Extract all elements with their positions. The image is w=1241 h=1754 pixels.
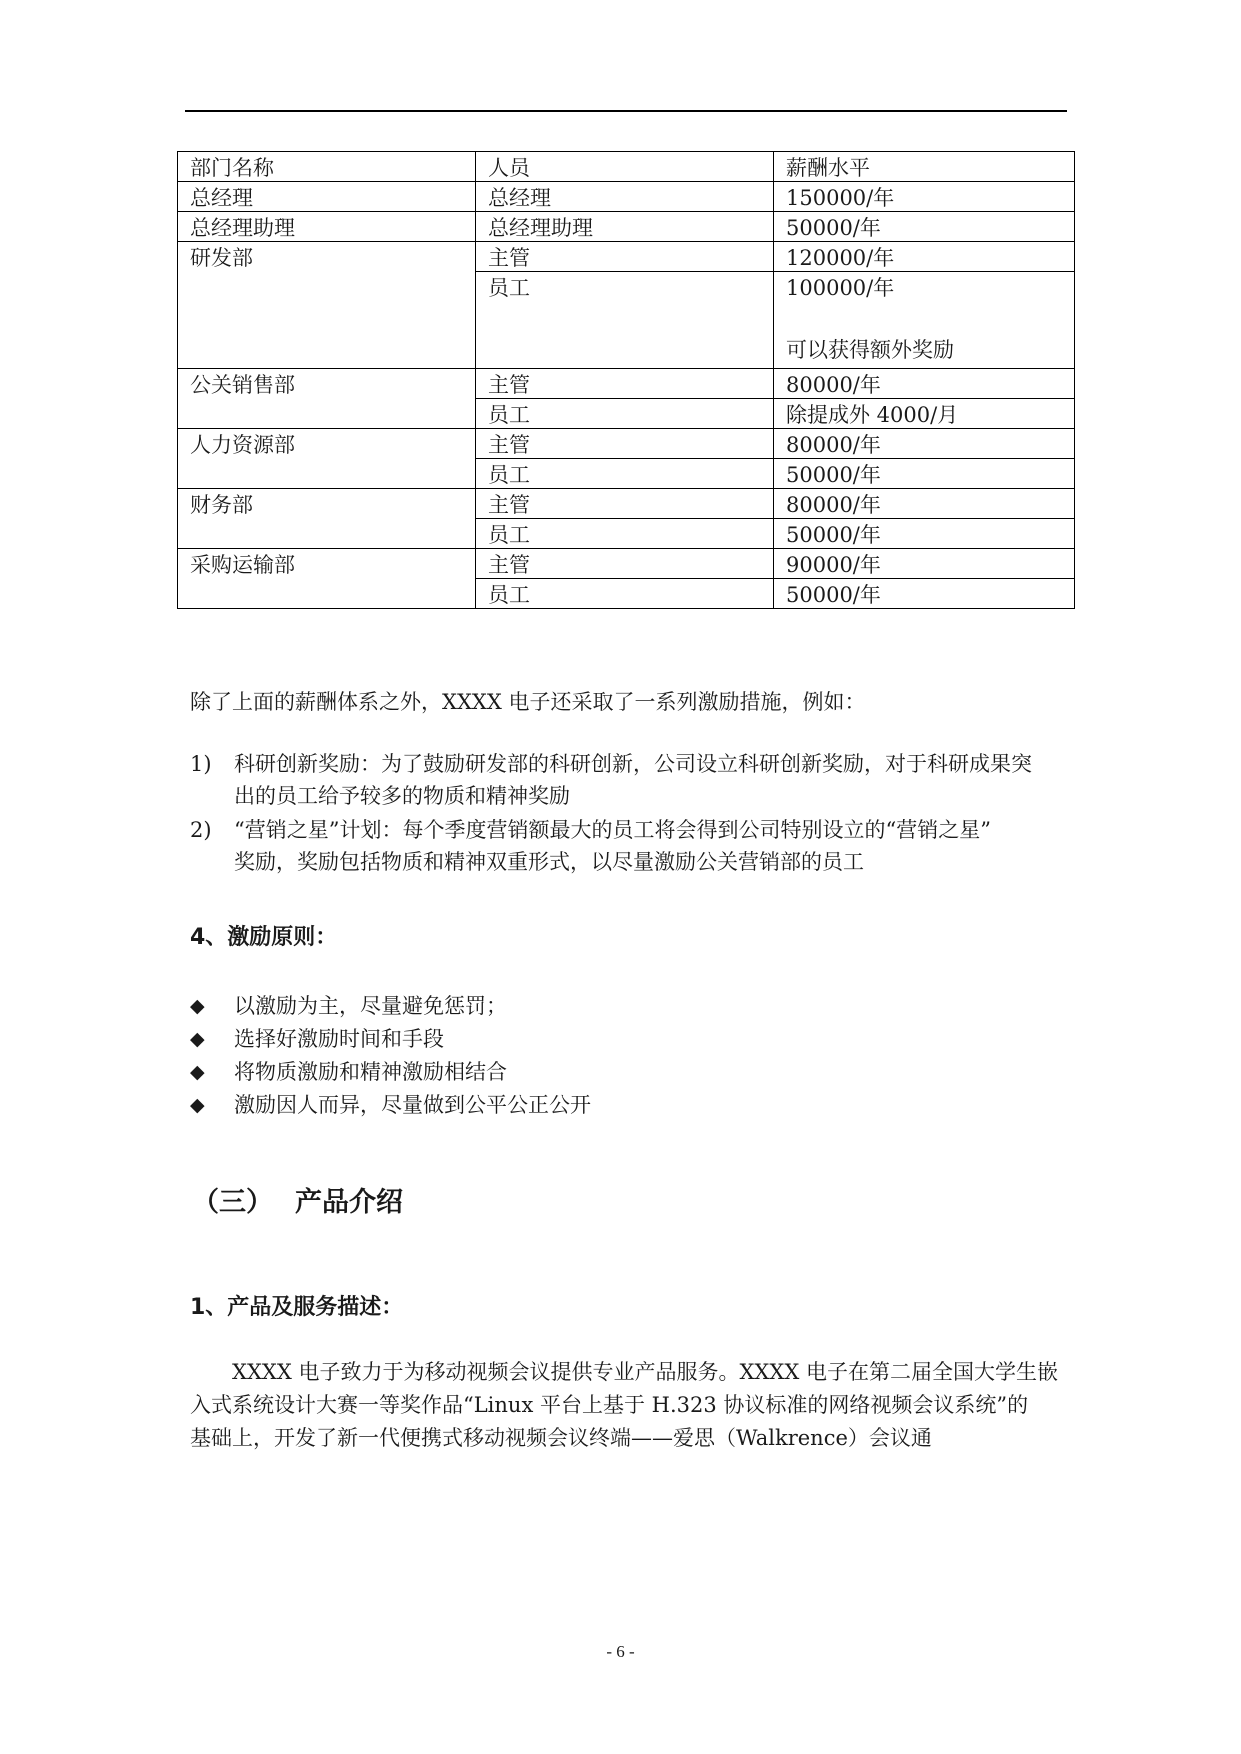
dept-cell: 人力资源部 — [178, 429, 476, 489]
role-cell: 主管 — [476, 489, 774, 519]
role-cell: 员工 — [476, 519, 774, 549]
table-row — [178, 242, 1075, 272]
list-item — [190, 1089, 591, 1122]
dept-cell: 公关销售部 — [178, 369, 476, 429]
list-item-line: 奖励，奖励包括物质和精神双重形式，以尽量激励公关营销部的员工 — [234, 850, 864, 874]
table-row — [178, 212, 1075, 242]
role-cell: 员工 — [476, 579, 774, 609]
diamond-bullet-icon: ◆ — [190, 1061, 205, 1083]
list-item-line: “营销之星”计划：每个季度营销额最大的员工将会得到公司特别设立的“营销之星” — [234, 818, 991, 842]
incentive-measures-list — [190, 748, 1070, 880]
table-row — [178, 489, 1075, 519]
list-item-text: 选择好激励时间和手段 — [234, 1027, 444, 1051]
section-title — [192, 1180, 403, 1219]
table-header-row — [178, 152, 1075, 182]
pay-cell: 50000/年 — [774, 212, 1075, 242]
principles-heading: 4、激励原则： — [190, 925, 338, 950]
table-row — [178, 549, 1075, 579]
list-item-line: 出的员工给予较多的物质和精神奖励 — [234, 784, 570, 808]
pay-cell: 80000/年 — [774, 489, 1075, 519]
section-title-text: 产品介绍 — [295, 1187, 403, 1218]
role-cell: 主管 — [476, 242, 774, 272]
list-item-text: 激励因人而异，尽量做到公平公正公开 — [234, 1093, 591, 1117]
pay-cell: 80000/年 — [774, 369, 1075, 399]
list-item-text: 以激励为主，尽量避免惩罚； — [234, 994, 507, 1018]
list-item-text: 将物质激励和精神激励相结合 — [234, 1060, 507, 1084]
paragraph-line — [190, 1356, 1070, 1389]
role-cell: 员工 — [476, 272, 774, 369]
header-cell-pay: 薪酬水平 — [774, 152, 1075, 182]
dept-cell: 总经理 — [178, 182, 476, 212]
list-item — [190, 990, 591, 1023]
product-description — [190, 1356, 1070, 1455]
role-cell: 主管 — [476, 369, 774, 399]
salary-table — [177, 151, 1075, 609]
pay-cell — [774, 272, 1075, 369]
pay-cell: 50000/年 — [774, 519, 1075, 549]
dept-cell: 总经理助理 — [178, 212, 476, 242]
pay-cell: 90000/年 — [774, 549, 1075, 579]
list-item-line: 科研创新奖励：为了鼓励研发部的科研创新，公司设立科研创新奖励，对于科研成果突 — [234, 752, 1032, 776]
pay-cell: 除提成外 4000/月 — [774, 399, 1075, 429]
paragraph-line-text: XXXX 电子致力于为移动视频会议提供专业产品服务。XXXX 电子在第二届全国大学生嵌 — [232, 1360, 1058, 1384]
list-item — [190, 814, 1070, 878]
role-cell: 主管 — [476, 549, 774, 579]
pay-cell: 120000/年 — [774, 242, 1075, 272]
role-cell: 员工 — [476, 459, 774, 489]
header-cell-dept: 部门名称 — [178, 152, 476, 182]
section-number: （三） — [192, 1187, 273, 1218]
table-row — [178, 182, 1075, 212]
table-row — [178, 369, 1075, 399]
header-cell-role: 人员 — [476, 152, 774, 182]
paragraph-line: 基础上，开发了新一代便携式移动视频会议终端——爱思（Walkrence）会议通 — [190, 1426, 932, 1450]
dept-cell: 财务部 — [178, 489, 476, 549]
list-marker: 1) — [190, 752, 212, 776]
role-cell: 员工 — [476, 399, 774, 429]
diamond-bullet-icon: ◆ — [190, 1094, 205, 1116]
pay-note: 可以获得额外奖励 — [786, 338, 954, 362]
pay-cell: 80000/年 — [774, 429, 1075, 459]
role-cell: 总经理 — [476, 182, 774, 212]
principles-list — [190, 990, 591, 1122]
pay-cell: 50000/年 — [774, 579, 1075, 609]
diamond-bullet-icon: ◆ — [190, 1028, 205, 1050]
intro-paragraph: 除了上面的薪酬体系之外，XXXX 电子还采取了一系列激励措施，例如： — [190, 690, 866, 714]
table-row — [178, 429, 1075, 459]
role-cell: 主管 — [476, 429, 774, 459]
role-cell: 总经理助理 — [476, 212, 774, 242]
pay-cell: 150000/年 — [774, 182, 1075, 212]
dept-cell: 采购运输部 — [178, 549, 476, 609]
paragraph-line: 入式系统设计大赛一等奖作品“Linux 平台上基于 H.323 协议标准的网络视频会议系统”的 — [190, 1393, 1029, 1417]
list-item — [190, 1056, 591, 1089]
page-number: - 6 - — [606, 1642, 635, 1661]
dept-cell: 研发部 — [178, 242, 476, 369]
list-item — [190, 748, 1070, 812]
diamond-bullet-icon: ◆ — [190, 995, 205, 1017]
pay-cell: 50000/年 — [774, 459, 1075, 489]
list-marker: 2) — [190, 818, 212, 842]
pay-value: 100000/年 — [786, 276, 895, 300]
header-rule — [185, 110, 1067, 112]
list-item — [190, 1023, 591, 1056]
product-heading: 1、产品及服务描述： — [190, 1295, 404, 1320]
